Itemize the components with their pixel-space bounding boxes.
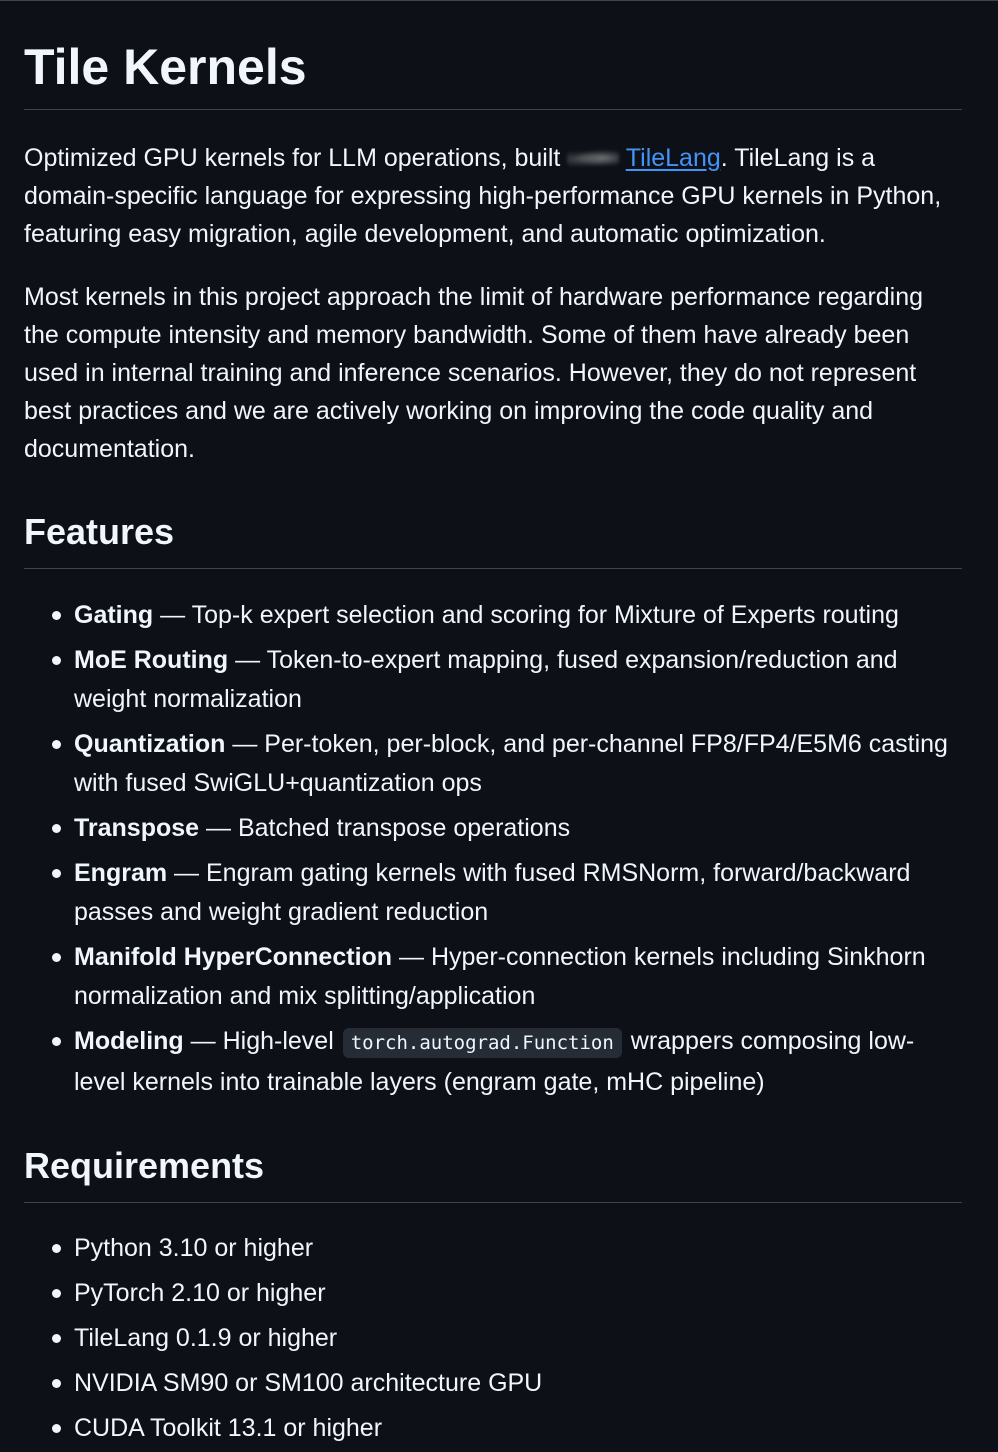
bullet-icon [52, 869, 61, 878]
bullet-icon [52, 1379, 61, 1388]
features-heading: Features [24, 508, 962, 569]
feature-description: — Top-k expert selection and scoring for Mixture of Experts routing [153, 601, 899, 629]
feature-description: — Batched transpose operations [199, 814, 571, 842]
feature-item-manifold-hyperconnection [24, 938, 962, 1016]
inline-code: torch.autograd.Function [343, 1028, 622, 1058]
bullet-icon [52, 1289, 61, 1298]
requirements-list [24, 1229, 962, 1448]
features-list [24, 596, 962, 1102]
feature-name: MoE Routing [74, 646, 229, 674]
intro-text-before-link: Optimized GPU kernels for LLM operations, built [24, 144, 561, 172]
bullet-icon [52, 824, 61, 833]
intro-text-after-link: . TileLang is a domain-specific language for expressing high-performance GPU kernels in Python, featuring easy migration, agile development, and automatic optimization. [24, 144, 942, 248]
feature-description-before-code: — High-level [183, 1027, 341, 1055]
feature-description: — Token-to-expert mapping, fused expansion/reduction and weight normalization [74, 646, 898, 713]
redacted-word [567, 149, 619, 169]
bullet-icon [52, 740, 61, 749]
readme-content [0, 1, 998, 1448]
feature-name: Modeling [74, 1027, 184, 1055]
requirement-text: NVIDIA SM90 or SM100 architecture GPU [74, 1369, 543, 1397]
feature-name: Manifold HyperConnection [74, 943, 393, 971]
description-paragraph: Most kernels in this project approach the limit of hardware performance regarding the compute intensity and memory bandwidth. Some of them have already been used in internal training and inference scenarios. However, they do not represent best practices and we are actively working on improving the code quality and documentation. [24, 283, 924, 463]
requirements-heading: Requirements [24, 1142, 962, 1203]
requirement-item [24, 1229, 962, 1268]
requirement-item [24, 1274, 962, 1313]
requirement-text: Python 3.10 or higher [74, 1234, 314, 1262]
requirement-text: PyTorch 2.10 or higher [74, 1279, 326, 1307]
bullet-icon [52, 1334, 61, 1343]
feature-description-after-code: wrappers composing low-level kernels into trainable layers (engram gate, mHC pipeline) [74, 1027, 915, 1096]
requirement-text: CUDA Toolkit 13.1 or higher [74, 1414, 383, 1442]
requirement-text: TileLang 0.1.9 or higher [74, 1324, 338, 1352]
page-title: Tile Kernels [24, 1, 962, 110]
feature-description: — Per-token, per-block, and per-channel FP8/FP4/E5M6 casting with fused SwiGLU+quantization ops [74, 730, 948, 797]
bullet-icon [52, 611, 61, 620]
intro-paragraph [24, 139, 962, 253]
tilelang-link[interactable]: TileLang [625, 144, 721, 172]
feature-item-modeling [24, 1022, 962, 1102]
feature-item-quantization [24, 725, 962, 803]
feature-item-engram [24, 854, 962, 932]
bullet-icon [52, 1037, 61, 1046]
bullet-icon [52, 953, 61, 962]
feature-name: Quantization [74, 730, 226, 758]
requirement-item [24, 1409, 962, 1448]
requirement-item [24, 1364, 962, 1403]
feature-name: Gating [74, 601, 154, 629]
feature-item-gating [24, 596, 962, 635]
feature-description: — Hyper-connection kernels including Sinkhorn normalization and mix splitting/application [74, 943, 926, 1010]
feature-name: Transpose [74, 814, 200, 842]
feature-name: Engram [74, 859, 168, 887]
feature-item-transpose [24, 809, 962, 848]
requirement-item [24, 1319, 962, 1358]
bullet-icon [52, 656, 61, 665]
feature-item-moe-routing [24, 641, 962, 719]
bullet-icon [52, 1424, 61, 1433]
feature-description: — Engram gating kernels with fused RMSNorm, forward/backward passes and weight gradient reduction [74, 859, 911, 926]
bullet-icon [52, 1244, 61, 1253]
